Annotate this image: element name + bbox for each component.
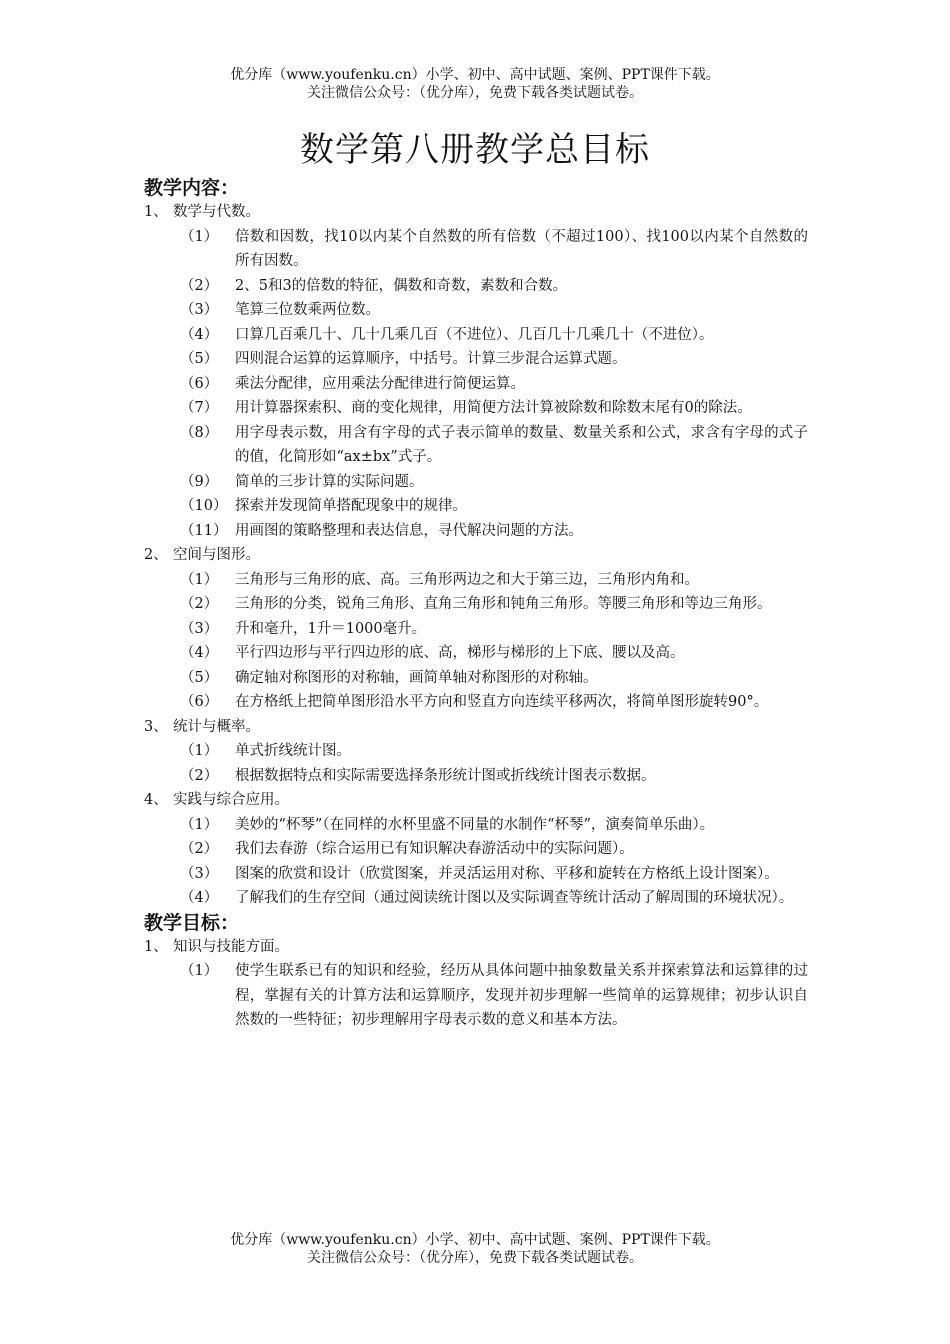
footer-line-1: 优分库（www.youfenku.cn）小学、初中、高中试题、案例、PPT课件下载。 — [230, 1232, 720, 1248]
list-item — [144, 959, 808, 1033]
outline-group-heading — [144, 935, 808, 960]
item-text: 乘法分配律，应用乘法分配律进行简便运算。 — [235, 375, 525, 392]
item-number: （5） — [180, 351, 219, 367]
outline-group-heading — [144, 200, 808, 225]
group-number: 2、 — [144, 547, 168, 563]
item-number: （1） — [180, 963, 219, 979]
section — [144, 911, 808, 1033]
list-item — [144, 739, 808, 764]
item-text: 升和毫升，1升＝1000毫升。 — [235, 620, 427, 637]
item-number: （2） — [180, 596, 219, 612]
item-number: （1） — [180, 743, 219, 759]
item-text: 用字母表示数，用含有字母的式子表示简单的数量、数量关系和公式，求含有字母的式子的值，化简形如“ax±bx”式子。 — [235, 424, 808, 465]
list-item — [144, 886, 808, 911]
group-label: 知识与技能方面。 — [173, 938, 289, 955]
item-text: 四则混合运算的运算顺序，中括号。计算三步混合运算式题。 — [235, 351, 627, 367]
group-number: 4、 — [144, 792, 168, 808]
list-item — [144, 225, 808, 274]
list-item — [144, 347, 808, 372]
list-item — [144, 519, 808, 544]
list-item — [144, 323, 808, 348]
list-item — [144, 494, 808, 519]
list-item — [144, 617, 808, 642]
list-item — [144, 764, 808, 789]
item-number: （2） — [180, 277, 219, 294]
list-item — [144, 690, 808, 715]
group-label: 实践与综合应用。 — [173, 792, 289, 808]
list-item — [144, 298, 808, 323]
item-number: （4） — [180, 326, 219, 343]
group-number: 1、 — [144, 204, 168, 220]
item-text: 美妙的“杯琴”（在同样的水杯里盛不同量的水制作“杯琴”，演奏简单乐曲）。 — [235, 816, 715, 833]
item-text: 根据数据特点和实际需要选择条形统计图或折线统计图表示数据。 — [235, 767, 656, 784]
item-number: （3） — [180, 302, 219, 318]
outline-group-heading — [144, 715, 808, 740]
item-text: 确定轴对称图形的对称轴，画简单轴对称图形的对称轴。 — [235, 669, 598, 686]
item-number: （11） — [180, 522, 228, 539]
item-text: 在方格纸上把简单图形沿水平方向和竖直方向连续平移两次，将简单图形旋转90°。 — [235, 694, 769, 710]
group-label: 统计与概率。 — [173, 718, 260, 735]
item-number: （4） — [180, 890, 219, 906]
group-number: 1、 — [144, 938, 168, 955]
item-text: 笔算三位数乘两位数。 — [235, 302, 380, 318]
list-item — [144, 862, 808, 887]
item-number: （1） — [180, 816, 219, 833]
item-number: （5） — [180, 669, 219, 686]
section — [144, 176, 808, 911]
group-label: 空间与图形。 — [173, 547, 260, 563]
item-number: （9） — [180, 473, 219, 490]
item-number: （10） — [180, 498, 228, 514]
item-number: （1） — [180, 228, 219, 245]
page-title: 数学第八册教学总目标 — [300, 130, 650, 170]
list-item — [144, 274, 808, 299]
item-number: （6） — [180, 694, 219, 710]
item-text: 口算几百乘几十、几十几乘几百（不进位）、几百几十几乘几十（不进位）。 — [235, 326, 714, 343]
outline-group-heading — [144, 543, 808, 568]
item-number: （1） — [180, 571, 219, 588]
list-item — [144, 421, 808, 470]
list-item — [144, 470, 808, 495]
item-number: （7） — [180, 400, 219, 416]
item-number: （4） — [180, 645, 219, 661]
item-number: （6） — [180, 375, 219, 392]
list-item — [144, 641, 808, 666]
list-item — [144, 813, 808, 838]
header-line-1: 优分库（www.youfenku.cn）小学、初中、高中试题、案例、PPT课件下载。 — [230, 67, 720, 83]
section-heading: 教学目标： — [144, 911, 240, 934]
item-text: 我们去春游（综合运用已有知识解决春游活动中的实际问题）。 — [235, 841, 634, 857]
list-item — [144, 666, 808, 691]
item-text: 2、5和3的倍数的特征，偶数和奇数，素数和合数。 — [235, 277, 568, 294]
item-text: 探索并发现简单搭配现象中的规律。 — [235, 498, 467, 514]
list-item — [144, 592, 808, 617]
footer-line-2: 关注微信公众号：（优分库），免费下载各类试题试卷。 — [307, 1250, 643, 1266]
item-text: 倍数和因数，找10以内某个自然数的所有倍数（不超过100）、找100以内某个自然数的所有因数。 — [235, 228, 808, 269]
header-line-2: 关注微信公众号：（优分库），免费下载各类试题试卷。 — [307, 85, 643, 101]
list-item — [144, 837, 808, 862]
group-label: 数学与代数。 — [173, 204, 260, 220]
item-number: （3） — [180, 865, 219, 882]
item-number: （2） — [180, 841, 219, 857]
item-text: 三角形的分类，锐角三角形、直角三角形和钝角三角形。等腰三角形和等边三角形。 — [235, 596, 772, 612]
outline-group-heading — [144, 788, 808, 813]
group-number: 3、 — [144, 718, 168, 735]
item-text: 用画图的策略整理和表达信息，寻代解决问题的方法。 — [235, 522, 583, 539]
item-text: 用计算器探索积、商的变化规律，用简便方法计算被除数和除数末尾有0的除法。 — [235, 400, 752, 416]
list-item — [144, 396, 808, 421]
item-text: 简单的三步计算的实际问题。 — [235, 473, 424, 490]
item-number: （8） — [180, 424, 219, 441]
item-number: （2） — [180, 767, 219, 784]
page-header — [0, 66, 950, 102]
item-text: 使学生联系已有的知识和经验，经历从具体问题中抽象数量关系并探索算法和运算律的过程，掌握有关的计算方法和运算顺序，发现并初步理解一些简单的运算规律；初步认识自然数的一些特征；初步理解用字母表示数的意义和基本方法。 — [235, 963, 808, 1028]
item-text: 了解我们的生存空间（通过阅读统计图以及实际调查等统计活动了解周围的环境状况）。 — [235, 890, 794, 906]
section-heading: 教学内容： — [144, 177, 240, 199]
item-number: （3） — [180, 620, 219, 637]
item-text: 单式折线统计图。 — [235, 743, 351, 759]
item-text: 图案的欣赏和设计（欣赏图案，并灵活运用对称、平移和旋转在方格纸上设计图案）。 — [235, 865, 779, 882]
document-body — [144, 176, 808, 1033]
item-text: 平行四边形与平行四边形的底、高，梯形与梯形的上下底、腰以及高。 — [235, 645, 685, 661]
item-text: 三角形与三角形的底、高。三角形两边之和大于第三边，三角形内角和。 — [235, 571, 699, 588]
page-footer — [0, 1231, 950, 1267]
list-item — [144, 372, 808, 397]
list-item — [144, 568, 808, 593]
